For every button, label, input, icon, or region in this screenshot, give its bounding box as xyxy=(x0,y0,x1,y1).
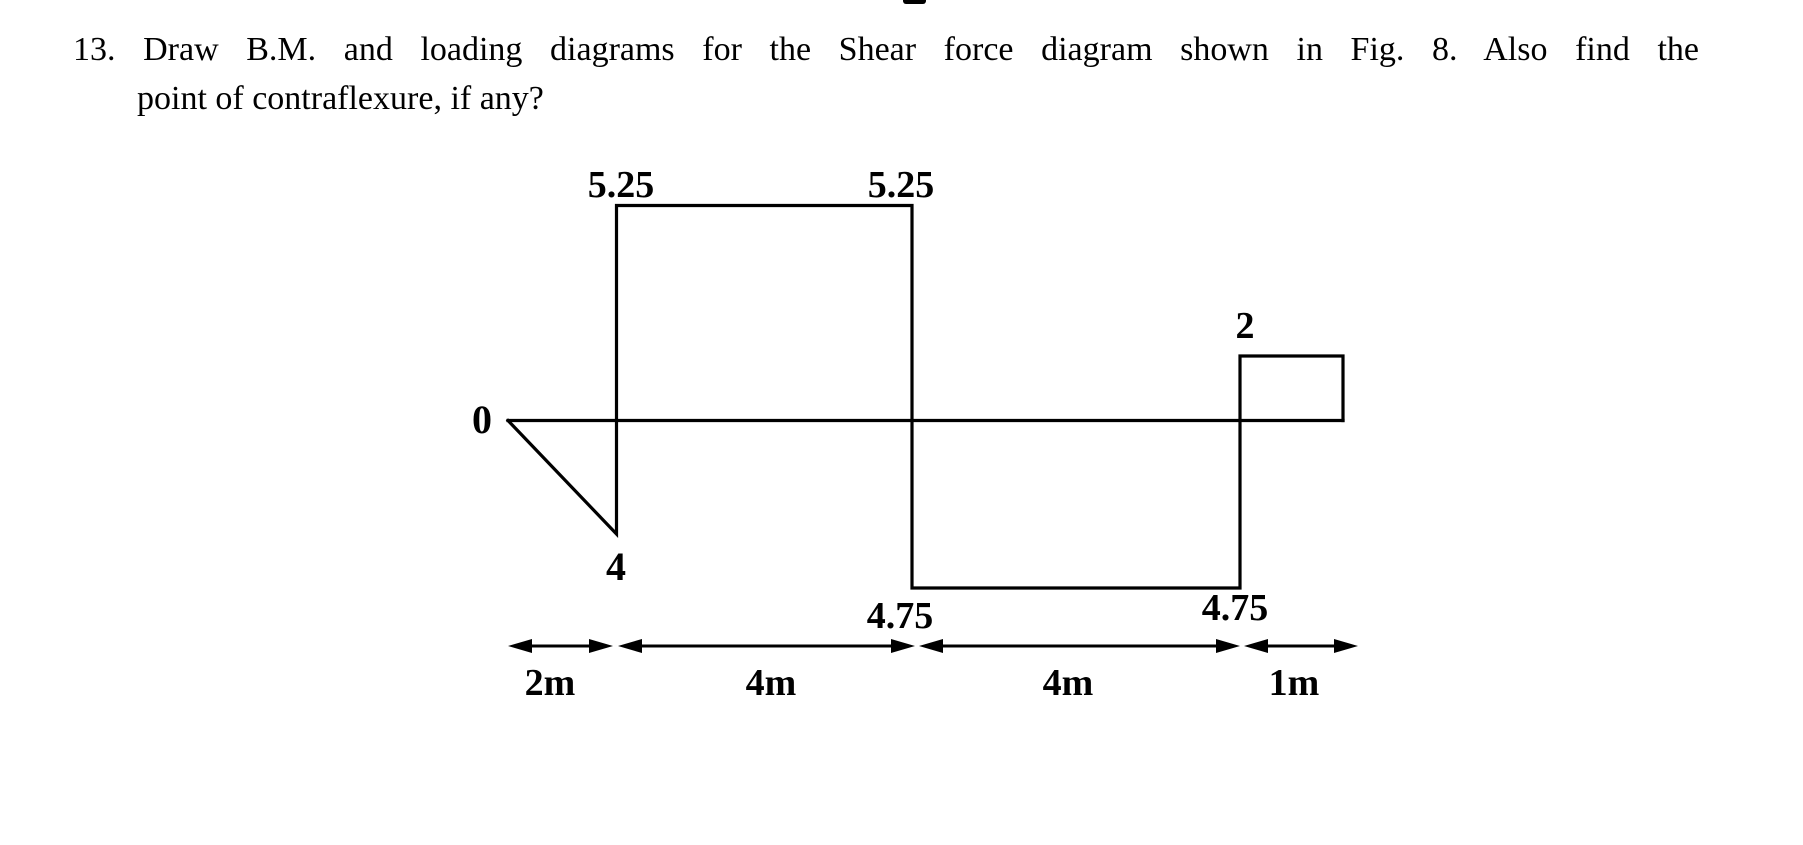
label-shear-top-right: 5.25 xyxy=(867,164,935,206)
dim-arrow-1m xyxy=(1244,639,1358,653)
dim-label-4m-left: 4m xyxy=(745,662,797,704)
arrowhead-left-icon xyxy=(1244,639,1268,653)
dim-arrow-4m-left xyxy=(618,639,915,653)
arrowhead-left-icon xyxy=(919,639,943,653)
dim-label-4m-right: 4m xyxy=(1042,662,1094,704)
arrowhead-right-icon xyxy=(1334,639,1358,653)
question-text-line1: Draw B.M. and loading diagrams for the Shear force diagram shown in Fig. 8. Also find the xyxy=(143,31,1699,68)
label-end-step: 2 xyxy=(1235,305,1255,347)
label-shear-top-left: 5.25 xyxy=(587,164,655,206)
question-number: 13. xyxy=(73,31,116,68)
dim-label-1m: 1m xyxy=(1268,662,1320,704)
arrowhead-left-icon xyxy=(508,639,532,653)
dim-arrow-2m xyxy=(508,639,613,653)
label-shear-bottom-left: 4.75 xyxy=(866,595,934,637)
sfd-curve xyxy=(508,206,1343,589)
arrowhead-right-icon xyxy=(891,639,915,653)
question-text-line2: point of contraflexure, if any? xyxy=(137,80,544,117)
label-origin: 0 xyxy=(472,397,492,442)
arrowhead-right-icon xyxy=(589,639,613,653)
arrowhead-right-icon xyxy=(1216,639,1240,653)
label-triangle-bottom: 4 xyxy=(606,544,626,589)
arrowhead-left-icon xyxy=(618,639,642,653)
dimension-arrows xyxy=(508,639,1358,653)
dimension-labels xyxy=(525,662,1320,704)
dim-arrow-4m-right xyxy=(919,639,1240,653)
label-shear-bottom-right: 4.75 xyxy=(1201,587,1269,629)
dim-label-2m: 2m xyxy=(524,662,576,704)
value-labels xyxy=(472,164,1268,637)
